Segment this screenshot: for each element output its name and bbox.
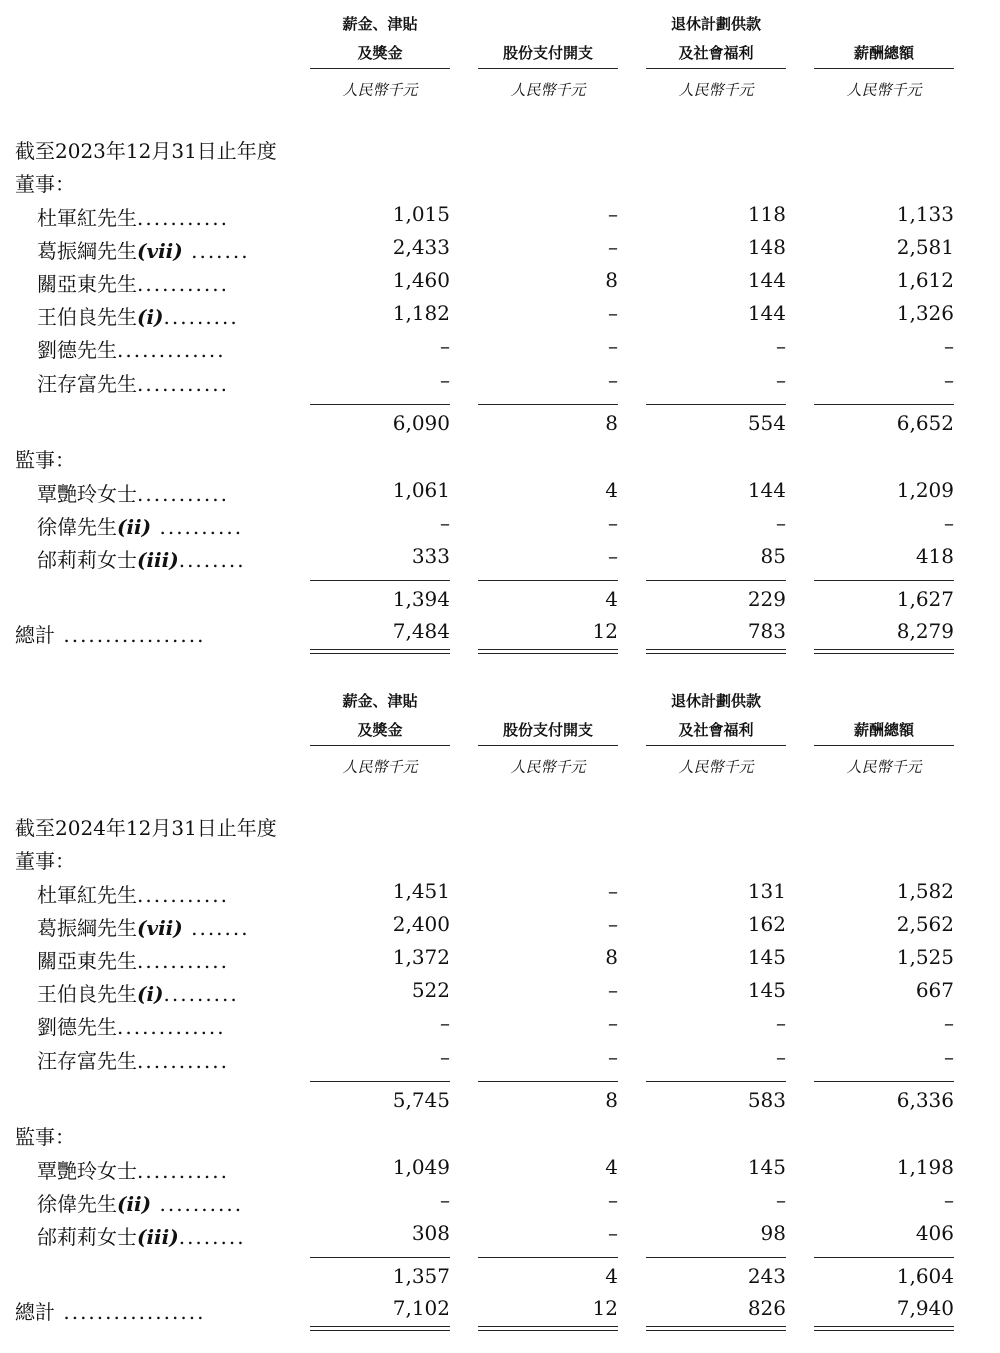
cell-value: – bbox=[776, 510, 786, 535]
header-rule bbox=[310, 68, 450, 69]
subtotal-rule bbox=[478, 1081, 618, 1082]
cell-value: – bbox=[608, 367, 618, 392]
person-name: 王伯良先生 bbox=[37, 305, 137, 330]
total-value: 7,102 bbox=[392, 1295, 450, 1320]
total-value: 826 bbox=[747, 1295, 786, 1320]
leader-dots: ....... bbox=[182, 239, 250, 264]
cell-value: – bbox=[608, 879, 618, 903]
cell-value: 667 bbox=[915, 978, 954, 1003]
cell-value: 1,049 bbox=[392, 1154, 450, 1179]
subtotal-value: 583 bbox=[747, 1087, 786, 1112]
cell-value: – bbox=[440, 1187, 450, 1212]
cell-value: – bbox=[608, 334, 618, 359]
cell-value: 98 bbox=[760, 1220, 786, 1245]
cell-value: 8 bbox=[605, 268, 618, 293]
section-label: 董事： bbox=[15, 172, 75, 196]
cell-value: 2,562 bbox=[896, 912, 954, 937]
row-name bbox=[37, 1155, 229, 1184]
subtotal-rule bbox=[478, 404, 618, 405]
subtotal-rule bbox=[478, 1257, 618, 1258]
cell-value: 144 bbox=[747, 268, 786, 293]
leader-dots: ........ bbox=[178, 1224, 246, 1249]
leader-dots: ........... bbox=[137, 1048, 229, 1073]
leader-dots: ................. bbox=[55, 1299, 206, 1324]
cell-value: – bbox=[608, 1011, 618, 1036]
unit-label: 人民幣千元 bbox=[846, 81, 922, 99]
subtotal-value: 5,745 bbox=[392, 1087, 450, 1112]
subtotal-value: 8 bbox=[605, 410, 618, 435]
cell-value: – bbox=[440, 334, 450, 359]
cell-value: 1,133 bbox=[896, 202, 954, 226]
unit-label: 人民幣千元 bbox=[510, 81, 586, 99]
cell-value: – bbox=[608, 202, 618, 226]
leader-dots: ................. bbox=[55, 622, 206, 647]
person-name: 杜軍紅先生 bbox=[37, 206, 137, 230]
leader-dots: ........... bbox=[137, 481, 229, 506]
cell-value: 1,582 bbox=[896, 879, 954, 903]
cell-value: 1,612 bbox=[896, 268, 954, 293]
cell-value: 8 bbox=[605, 945, 618, 970]
total-text: 總計 bbox=[15, 1299, 55, 1324]
cell-value: 1,198 bbox=[896, 1154, 954, 1179]
subtotal-value: 4 bbox=[605, 1263, 618, 1288]
person-name: 劉德先生 bbox=[37, 338, 117, 363]
cell-value: 85 bbox=[760, 543, 786, 568]
row-name bbox=[37, 368, 229, 397]
subtotal-rule bbox=[646, 404, 786, 405]
cell-value: 1,525 bbox=[896, 945, 954, 970]
cell-value: 1,451 bbox=[392, 879, 450, 903]
row-name bbox=[37, 912, 250, 941]
cell-value: 1,182 bbox=[392, 301, 450, 326]
subtotal-value: 1,394 bbox=[392, 586, 450, 611]
cell-value: – bbox=[776, 1011, 786, 1036]
footnote-ref: (ii) bbox=[117, 514, 152, 539]
row-name bbox=[37, 1011, 226, 1040]
footnote-ref: (iii) bbox=[137, 1224, 179, 1249]
column-header-line2: 股份支付開支 bbox=[502, 44, 593, 62]
cell-value: 144 bbox=[747, 477, 786, 502]
subtotal-rule bbox=[646, 580, 786, 581]
row-name bbox=[37, 978, 239, 1007]
footnote-ref: (vii) bbox=[137, 239, 183, 264]
cell-value: 145 bbox=[747, 1154, 786, 1179]
cell-value: 144 bbox=[747, 301, 786, 326]
subtotal-value: 1,357 bbox=[392, 1263, 450, 1288]
cell-value: – bbox=[608, 510, 618, 535]
section-label: 監事： bbox=[15, 447, 75, 472]
compensation-table bbox=[0, 677, 1000, 1353]
total-text: 總計 bbox=[15, 622, 55, 647]
cell-value: – bbox=[440, 510, 450, 535]
row-name bbox=[37, 1221, 246, 1250]
header-rule bbox=[310, 745, 450, 746]
column-header-line2: 及獎金 bbox=[357, 44, 403, 62]
total-value: 7,940 bbox=[896, 1295, 954, 1320]
leader-dots: ........... bbox=[137, 206, 229, 230]
cell-value: 1,061 bbox=[392, 477, 450, 502]
person-name: 邰莉莉女士 bbox=[37, 1224, 137, 1249]
leader-dots: ........... bbox=[137, 949, 229, 974]
footnote-ref: (ii) bbox=[117, 1191, 152, 1216]
column-header-line2: 及獎金 bbox=[357, 721, 403, 739]
cell-value: 145 bbox=[747, 945, 786, 970]
double-rule bbox=[310, 649, 450, 654]
subtotal-value: 554 bbox=[747, 410, 786, 435]
footnote-ref: (i) bbox=[137, 305, 164, 330]
subtotal-value: 6,336 bbox=[896, 1087, 954, 1112]
leader-dots: ............. bbox=[117, 338, 226, 363]
column-header-line2: 股份支付開支 bbox=[502, 721, 593, 739]
cell-value: – bbox=[608, 978, 618, 1003]
header-rule bbox=[478, 745, 618, 746]
cell-value: – bbox=[776, 1044, 786, 1069]
person-name: 劉德先生 bbox=[37, 1015, 117, 1040]
cell-value: 333 bbox=[411, 543, 450, 568]
row-name bbox=[37, 478, 229, 507]
person-name: 王伯良先生 bbox=[37, 982, 137, 1007]
subtotal-rule bbox=[646, 1257, 786, 1258]
unit-label: 人民幣千元 bbox=[678, 81, 754, 99]
cell-value: – bbox=[608, 1044, 618, 1069]
subtotal-rule bbox=[814, 1081, 954, 1082]
double-rule bbox=[310, 1326, 450, 1331]
cell-value: 2,400 bbox=[392, 912, 450, 937]
subtotal-value: 1,604 bbox=[896, 1263, 954, 1288]
total-value: 783 bbox=[747, 618, 786, 643]
row-name bbox=[37, 202, 229, 231]
subtotal-rule bbox=[310, 1257, 450, 1258]
total-value: 8,279 bbox=[896, 618, 954, 643]
person-name: 葛振綱先生 bbox=[37, 239, 137, 264]
double-rule bbox=[478, 1326, 618, 1331]
cell-value: 145 bbox=[747, 978, 786, 1003]
cell-value: – bbox=[440, 367, 450, 392]
footnote-ref: (iii) bbox=[137, 547, 179, 572]
subtotal-value: 6,652 bbox=[896, 410, 954, 435]
leader-dots: ......... bbox=[163, 305, 239, 330]
header-rule bbox=[814, 68, 954, 69]
leader-dots: .......... bbox=[151, 514, 244, 539]
cell-value: – bbox=[608, 235, 618, 260]
row-name bbox=[37, 235, 250, 264]
leader-dots: ......... bbox=[163, 982, 239, 1007]
subtotal-rule bbox=[814, 1257, 954, 1258]
subtotal-value: 243 bbox=[747, 1263, 786, 1288]
unit-label: 人民幣千元 bbox=[342, 758, 418, 776]
compensation-table bbox=[0, 0, 1000, 676]
leader-dots: ........... bbox=[137, 371, 229, 396]
cell-value: – bbox=[608, 1187, 618, 1212]
section-label: 監事： bbox=[15, 1124, 75, 1149]
subtotal-rule bbox=[814, 580, 954, 581]
header-rule bbox=[478, 68, 618, 69]
column-header-line2: 薪酬總額 bbox=[853, 44, 914, 62]
subtotal-rule bbox=[478, 580, 618, 581]
column-header-line2: 及社會福利 bbox=[678, 721, 754, 739]
unit-label: 人民幣千元 bbox=[342, 81, 418, 99]
column-header-line1: 薪金、津貼 bbox=[342, 15, 418, 33]
row-name bbox=[37, 268, 229, 297]
subtotal-value: 4 bbox=[605, 586, 618, 611]
row-name bbox=[37, 334, 226, 363]
cell-value: 2,433 bbox=[392, 235, 450, 260]
total-value: 12 bbox=[592, 618, 618, 643]
subtotal-rule bbox=[646, 1081, 786, 1082]
unit-label: 人民幣千元 bbox=[510, 758, 586, 776]
cell-value: 4 bbox=[605, 1154, 618, 1179]
person-name: 關亞東先生 bbox=[37, 272, 137, 297]
cell-value: – bbox=[440, 1011, 450, 1036]
leader-dots: ........... bbox=[137, 272, 229, 297]
period-title: 截至2023年12月31日止年度 bbox=[15, 139, 277, 163]
subtotal-rule bbox=[814, 404, 954, 405]
cell-value: 4 bbox=[605, 477, 618, 502]
cell-value: – bbox=[944, 1187, 954, 1212]
double-rule bbox=[814, 649, 954, 654]
cell-value: 406 bbox=[915, 1220, 954, 1245]
unit-label: 人民幣千元 bbox=[678, 758, 754, 776]
section-label: 董事： bbox=[15, 849, 75, 873]
cell-value: 418 bbox=[915, 543, 954, 568]
column-header-line2: 薪酬總額 bbox=[853, 721, 914, 739]
row-name bbox=[37, 1188, 243, 1217]
leader-dots: ....... bbox=[182, 916, 250, 941]
column-header-line2: 及社會福利 bbox=[678, 44, 754, 62]
leader-dots: .......... bbox=[151, 1191, 244, 1216]
footnote-ref: (i) bbox=[137, 982, 164, 1007]
leader-dots: ........ bbox=[178, 547, 246, 572]
row-name bbox=[37, 511, 243, 540]
subtotal-value: 229 bbox=[747, 586, 786, 611]
subtotal-rule bbox=[310, 1081, 450, 1082]
row-name bbox=[37, 301, 239, 330]
cell-value: – bbox=[944, 510, 954, 535]
cell-value: – bbox=[776, 367, 786, 392]
person-name: 邰莉莉女士 bbox=[37, 547, 137, 572]
footnote-ref: (vii) bbox=[137, 916, 183, 941]
cell-value: – bbox=[944, 334, 954, 359]
person-name: 徐偉先生 bbox=[37, 1191, 117, 1216]
double-rule bbox=[646, 1326, 786, 1331]
header-rule bbox=[646, 745, 786, 746]
cell-value: – bbox=[944, 1011, 954, 1036]
subtotal-rule bbox=[310, 580, 450, 581]
cell-value: 131 bbox=[747, 879, 786, 903]
total-value: 7,484 bbox=[392, 618, 450, 643]
row-name bbox=[37, 1045, 229, 1074]
subtotal-value: 8 bbox=[605, 1087, 618, 1112]
header-rule bbox=[646, 68, 786, 69]
leader-dots: ........... bbox=[137, 1158, 229, 1183]
cell-value: 1,460 bbox=[392, 268, 450, 293]
cell-value: 1,015 bbox=[392, 202, 450, 226]
subtotal-value: 6,090 bbox=[392, 410, 450, 435]
double-rule bbox=[478, 649, 618, 654]
column-header-line1: 薪金、津貼 bbox=[342, 692, 418, 710]
subtotal-rule bbox=[310, 404, 450, 405]
cell-value: 118 bbox=[747, 202, 786, 226]
cell-value: 1,209 bbox=[896, 477, 954, 502]
double-rule bbox=[646, 649, 786, 654]
cell-value: – bbox=[608, 912, 618, 937]
person-name: 關亞東先生 bbox=[37, 949, 137, 974]
cell-value: 162 bbox=[747, 912, 786, 937]
cell-value: – bbox=[776, 1187, 786, 1212]
leader-dots: ........... bbox=[137, 883, 229, 907]
person-name: 杜軍紅先生 bbox=[37, 883, 137, 907]
unit-label: 人民幣千元 bbox=[846, 758, 922, 776]
cell-value: 1,326 bbox=[896, 301, 954, 326]
cell-value: – bbox=[608, 543, 618, 568]
subtotal-value: 1,627 bbox=[896, 586, 954, 611]
cell-value: – bbox=[440, 1044, 450, 1069]
total-label bbox=[15, 619, 205, 648]
column-header-line1: 退休計劃供款 bbox=[670, 15, 761, 33]
cell-value: – bbox=[608, 301, 618, 326]
cell-value: – bbox=[944, 1044, 954, 1069]
cell-value: 1,372 bbox=[392, 945, 450, 970]
total-value: 12 bbox=[592, 1295, 618, 1320]
leader-dots: ............. bbox=[117, 1015, 226, 1040]
person-name: 汪存富先生 bbox=[37, 371, 137, 396]
cell-value: 148 bbox=[747, 235, 786, 260]
person-name: 覃艷玲女士 bbox=[37, 1158, 137, 1183]
column-header-line1: 退休計劃供款 bbox=[670, 692, 761, 710]
double-rule bbox=[814, 1326, 954, 1331]
header-rule bbox=[814, 745, 954, 746]
cell-value: – bbox=[944, 367, 954, 392]
person-name: 葛振綱先生 bbox=[37, 916, 137, 941]
person-name: 徐偉先生 bbox=[37, 514, 117, 539]
cell-value: 2,581 bbox=[896, 235, 954, 260]
row-name bbox=[37, 879, 229, 908]
cell-value: 522 bbox=[411, 978, 450, 1003]
total-label bbox=[15, 1296, 205, 1325]
person-name: 覃艷玲女士 bbox=[37, 481, 137, 506]
person-name: 汪存富先生 bbox=[37, 1048, 137, 1073]
cell-value: – bbox=[608, 1220, 618, 1245]
cell-value: 308 bbox=[411, 1220, 450, 1245]
row-name bbox=[37, 945, 229, 974]
row-name bbox=[37, 544, 246, 573]
cell-value: – bbox=[776, 334, 786, 359]
period-title: 截至2024年12月31日止年度 bbox=[15, 816, 277, 840]
